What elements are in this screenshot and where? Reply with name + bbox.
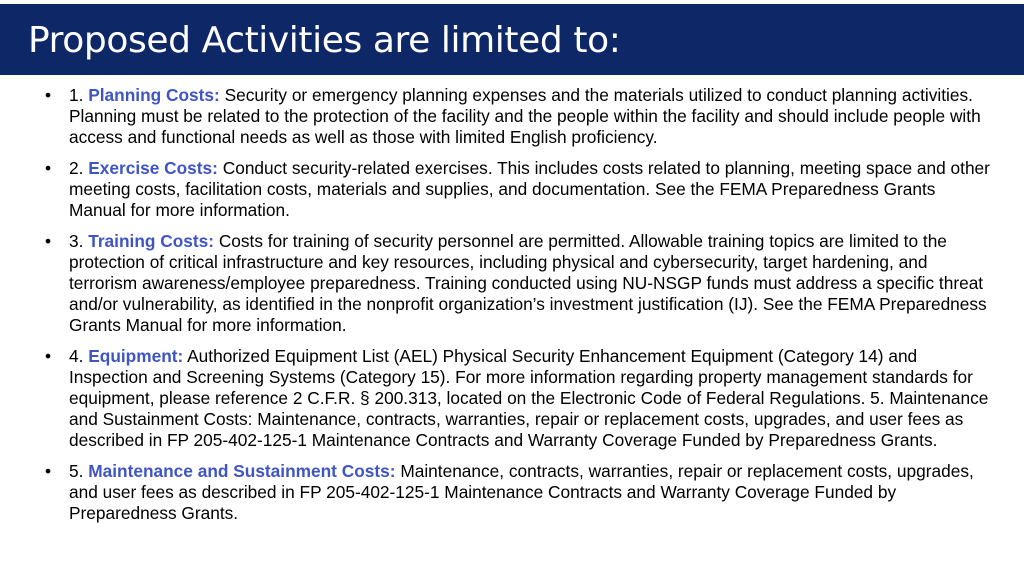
activity-list — [44, 85, 994, 534]
bullet-dot-icon: • — [45, 158, 52, 178]
item-number: 5. — [69, 461, 84, 481]
item-term: Training Costs: — [88, 231, 215, 251]
item-number: 1. — [69, 85, 84, 105]
item-number: 4. — [69, 346, 84, 366]
item-description: Costs for training of security personnel are permitted. Allowable training topics are limited to the protection of critical infrastructure and key resources, including physical and cybersecurity, target hardening, and terrorism awareness/employee preparedness. Training conducted using NU-NSGP funds must address a specific threat and/or vulnerability, as identified in the nonprofit organization’s investment justification (IJ). See the FEMA Preparedness Grants Manual for more information. — [69, 231, 987, 335]
item-term: Maintenance and Sustainment Costs: — [88, 461, 396, 481]
activity-planning-costs — [44, 85, 994, 148]
item-description: Security or emergency planning expenses and the materials utilized to conduct planning activities. Planning must be related to the protection of the facility and the people within the facility and should include people with access and functional needs as well as those with limited English proficiency. — [69, 85, 981, 147]
item-description: Authorized Equipment List (AEL) Physical Security Enhancement Equipment (Category 14) and Inspection and Screening Systems (Category 15). For more information regarding property management standards for equipment, please reference 2 C.F.R. § 200.313, located on the Electronic Code of Federal Regulations. 5. Maintenance and Sustainment Costs: Maintenance, contracts, warranties, repair or replacement costs, upgrades, and user fees as described in FP 205-402-125-1 Maintenance Contracts and Warranty Coverage Funded by Preparedness Grants. — [69, 346, 989, 450]
title-bar — [0, 4, 1024, 75]
activity-equipment — [44, 346, 994, 451]
item-description: Maintenance, contracts, warranties, repair or replacement costs, upgrades, and user fees as described in FP 205-402-125-1 Maintenance Contracts and Warranty Coverage Funded by Preparedness Grants. — [69, 461, 974, 523]
item-term: Exercise Costs: — [88, 158, 218, 178]
bullet-dot-icon: • — [45, 231, 52, 251]
item-description: Conduct security-related exercises. This includes costs related to planning, meeting space and other meeting costs, facilitation costs, materials and supplies, and documentation. See the FEMA Preparedness Grants Manual for more information. — [69, 158, 990, 220]
item-number: 2. — [69, 158, 84, 178]
activity-exercise-costs — [44, 158, 994, 221]
item-term: Equipment: — [88, 346, 184, 366]
bullet-dot-icon: • — [45, 461, 52, 481]
item-term: Planning Costs: — [88, 85, 220, 105]
bullet-dot-icon: • — [45, 346, 52, 366]
slide-title: Proposed Activities are limited to: — [28, 20, 621, 61]
activity-maintenance-sustainment — [44, 461, 994, 524]
item-number: 3. — [69, 231, 84, 251]
activity-training-costs — [44, 231, 994, 336]
bullet-dot-icon: • — [45, 85, 52, 105]
